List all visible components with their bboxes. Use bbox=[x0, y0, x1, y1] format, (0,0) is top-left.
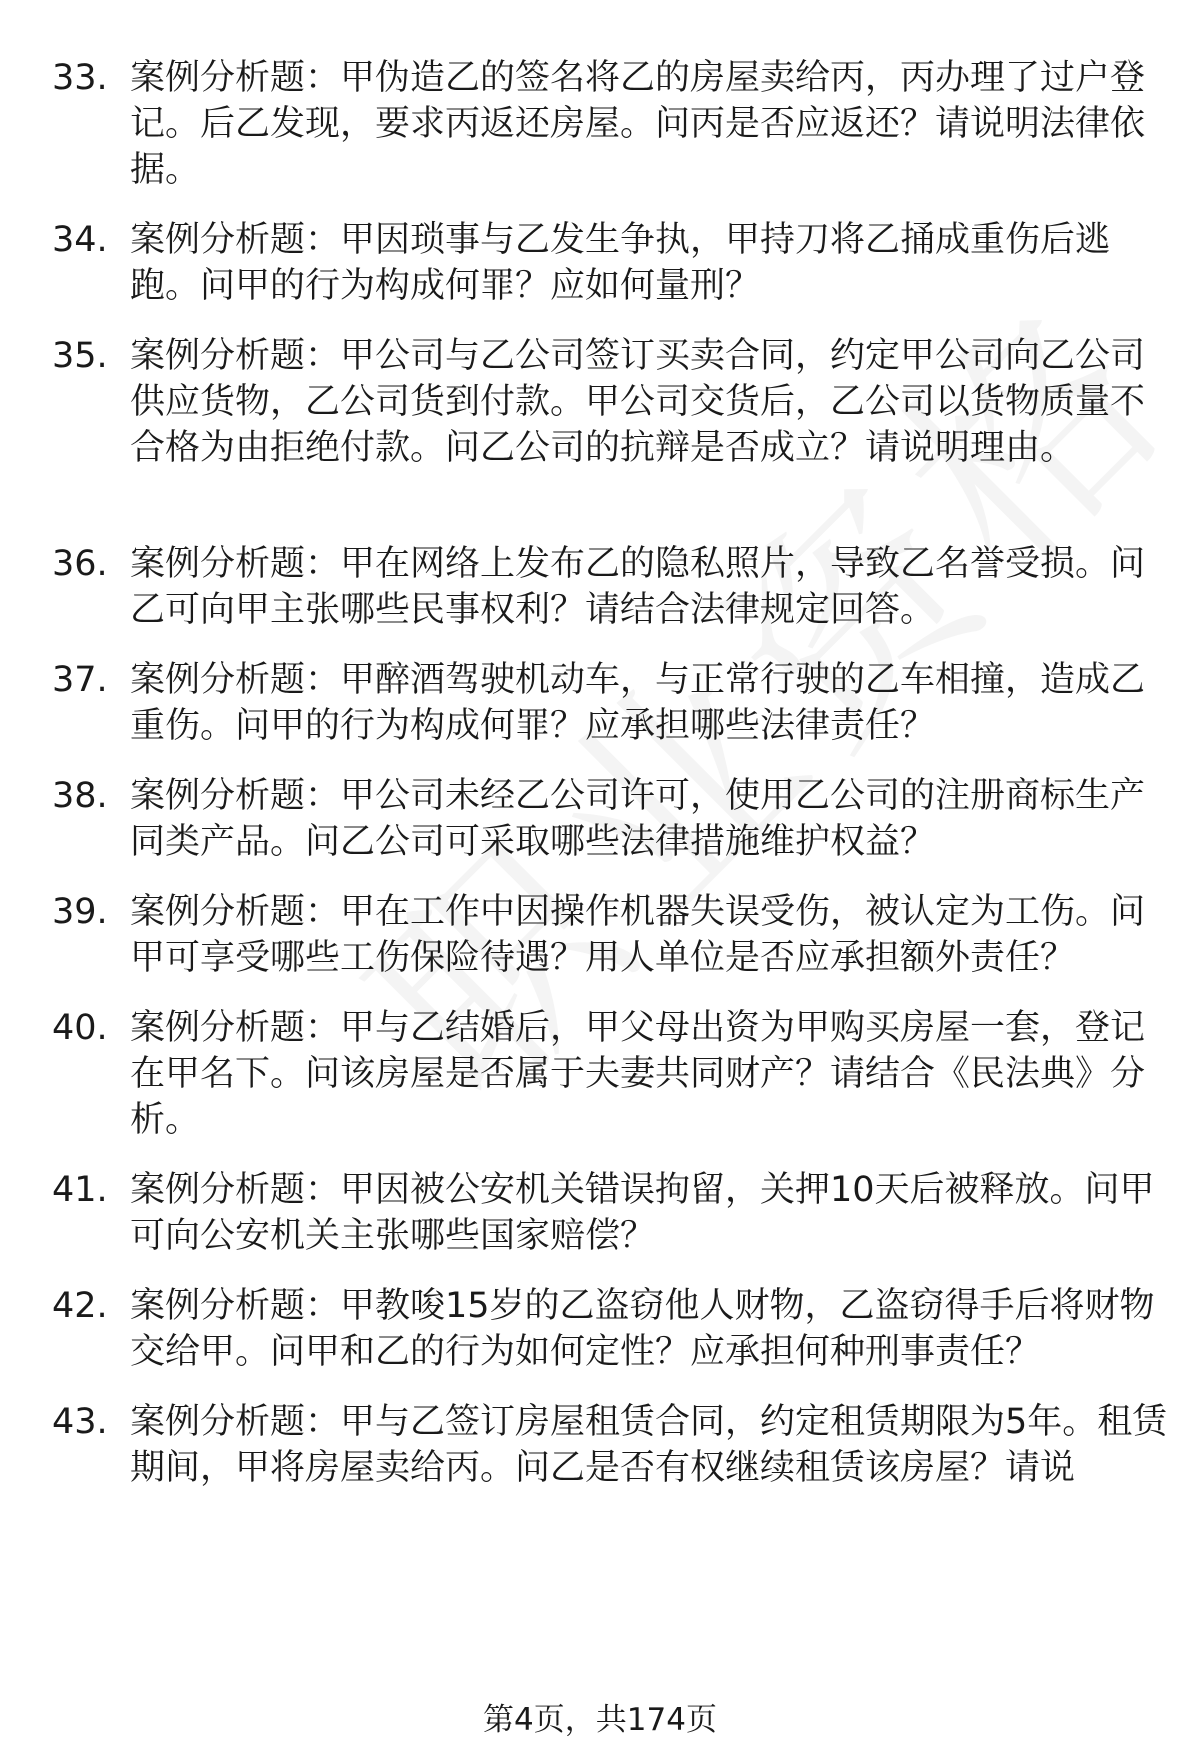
question-item-38 bbox=[52, 773, 1172, 865]
question-item-34 bbox=[52, 217, 1172, 309]
question-number: 36. bbox=[52, 544, 108, 584]
question-number: 34. bbox=[52, 220, 108, 260]
question-text: 案例分析题：甲公司未经乙公司许可，使用乙公司的注册商标生产同类产品。问乙公司可采取哪些法律措施维护权益？ bbox=[130, 776, 1146, 862]
question-item-40 bbox=[52, 1005, 1172, 1143]
question-text: 案例分析题：甲在工作中因操作机器失误受伤，被认定为工伤。问甲可享受哪些工伤保险待遇？用人单位是否应承担额外责任？ bbox=[130, 892, 1146, 978]
question-number: 43. bbox=[52, 1402, 108, 1442]
question-number: 39. bbox=[52, 892, 108, 932]
question-item-37 bbox=[52, 657, 1172, 749]
question-number: 37. bbox=[52, 660, 108, 700]
question-number: 41. bbox=[52, 1170, 108, 1210]
question-number: 35. bbox=[52, 336, 108, 376]
question-text: 案例分析题：甲在网络上发布乙的隐私照片，导致乙名誉受损。问乙可向甲主张哪些民事权利？请结合法律规定回答。 bbox=[130, 544, 1146, 630]
question-number: 42. bbox=[52, 1286, 108, 1326]
question-item-43 bbox=[52, 1399, 1172, 1491]
question-number: 40. bbox=[52, 1008, 108, 1048]
question-item-42 bbox=[52, 1283, 1172, 1375]
question-item-41 bbox=[52, 1167, 1172, 1259]
question-number: 38. bbox=[52, 776, 108, 816]
question-item-39 bbox=[52, 889, 1172, 981]
question-text: 案例分析题：甲因被公安机关错误拘留，关押10天后被释放。问甲可向公安机关主张哪些国家赔偿？ bbox=[130, 1170, 1155, 1256]
question-text: 案例分析题：甲公司与乙公司签订买卖合同，约定甲公司向乙公司供应货物，乙公司货到付款。甲公司交货后，乙公司以货物质量不合格为由拒绝付款。问乙公司的抗辩是否成立？请说明理由。 bbox=[130, 336, 1146, 468]
question-text: 案例分析题：甲伪造乙的签名将乙的房屋卖给丙，丙办理了过户登记。后乙发现，要求丙返还房屋。问丙是否应返还？请说明法律依据。 bbox=[130, 58, 1146, 190]
question-item-36 bbox=[52, 541, 1172, 633]
question-item-35 bbox=[52, 333, 1172, 471]
question-text: 案例分析题：甲与乙签订房屋租赁合同，约定租赁期限为5年。租赁期间，甲将房屋卖给丙。问乙是否有权继续租赁该房屋？请说 bbox=[130, 1402, 1168, 1488]
question-text: 案例分析题：甲与乙结婚后，甲父母出资为甲购买房屋一套，登记在甲名下。问该房屋是否属于夫妻共同财产？请结合《民法典》分析。 bbox=[130, 1008, 1146, 1140]
question-text: 案例分析题：甲因琐事与乙发生争执，甲持刀将乙捅成重伤后逃跑。问甲的行为构成何罪？应如何量刑？ bbox=[130, 220, 1111, 306]
question-item-33 bbox=[52, 55, 1172, 193]
page-footer: 第4页，共174页 bbox=[483, 1702, 717, 1738]
question-number: 33. bbox=[52, 58, 108, 98]
question-text: 案例分析题：甲教唆15岁的乙盗窃他人财物，乙盗窃得手后将财物交给甲。问甲和乙的行为如何定性？应承担何种刑事责任？ bbox=[130, 1286, 1155, 1372]
question-text: 案例分析题：甲醉酒驾驶机动车，与正常行驶的乙车相撞，造成乙重伤。问甲的行为构成何罪？应承担哪些法律责任？ bbox=[130, 660, 1146, 746]
